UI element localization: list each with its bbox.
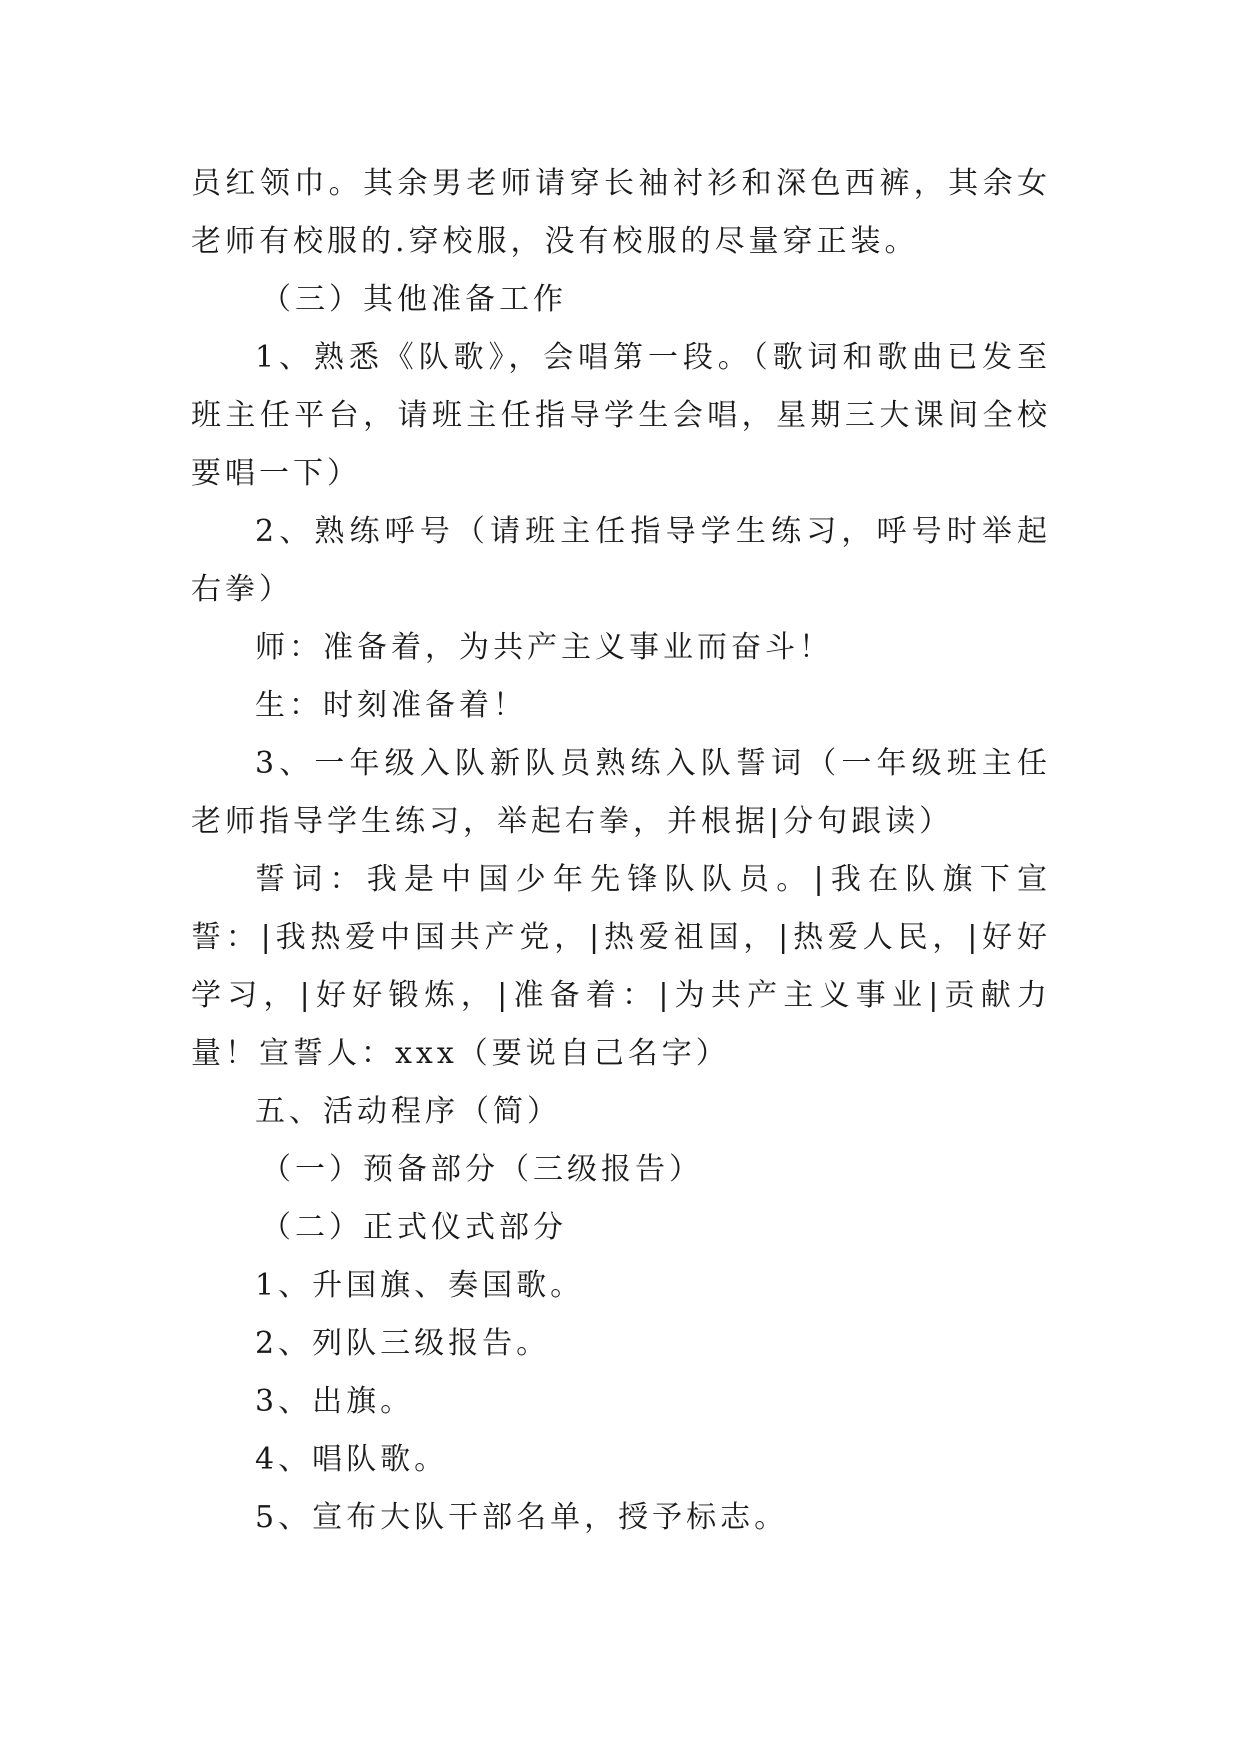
list-item-sing-team-song: 4、唱队歌。	[255, 1442, 449, 1477]
document-body	[191, 155, 1051, 1547]
heading-preparatory-part: （一）预备部分（三级报告）	[261, 1152, 703, 1187]
paragraph-dress-code: 员红领巾。其余男老师请穿长袖衬衫和深色西裤，其余女老师有校服的.穿校服，没有校服的尽量穿正装。	[191, 166, 1051, 259]
paragraph-oath-text: 誓词：我是中国少年先锋队队员。|我在队旗下宣誓：|我热爱中国共产党，|热爱祖国，|热爱人民，|好好学习，|好好锻炼，|准备着：|为共产主义事业|贡献力量！宣誓人：xxx（要说自己名字）	[191, 862, 1051, 1071]
list-item-three-level-report: 2、列队三级报告。	[255, 1326, 551, 1361]
heading-activity-procedure: 五、活动程序（简）	[255, 1094, 561, 1129]
list-item-team-song: 1、熟悉《队歌》，会唱第一段。（歌词和歌曲已发至班主任平台，请班主任指导学生会唱，星期三大课间全校要唱一下）	[191, 340, 1051, 491]
list-item-announce-cadres: 5、宣布大队干部名单，授予标志。	[255, 1500, 789, 1535]
slogan-teacher-line: 师：准备着，为共产主义事业而奋斗！	[255, 630, 833, 665]
list-item-flag-out: 3、出旗。	[255, 1384, 415, 1419]
list-item-flag-raising: 1、升国旗、奏国歌。	[255, 1268, 585, 1303]
list-item-slogan: 2、熟练呼号（请班主任指导学生练习，呼号时举起右拳）	[191, 514, 1051, 607]
list-item-oath-practice: 3、一年级入队新队员熟练入队誓词（一年级班主任老师指导学生练习，举起右拳，并根据|分句跟读）	[191, 746, 1051, 839]
heading-formal-ceremony: （二）正式仪式部分	[261, 1210, 567, 1245]
slogan-student-line: 生：时刻准备着！	[255, 688, 527, 723]
heading-other-preparation: （三）其他准备工作	[261, 282, 567, 317]
